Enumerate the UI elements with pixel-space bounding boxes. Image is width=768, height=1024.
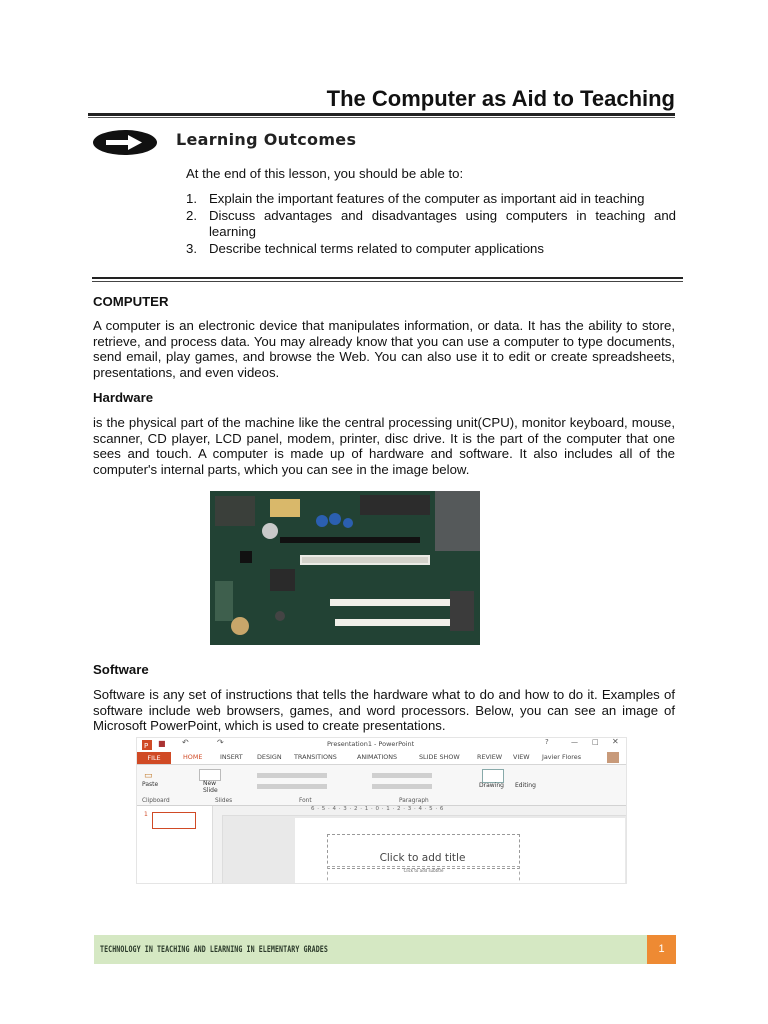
group-slides: Slides (215, 798, 233, 804)
list-number: 2. (186, 208, 197, 223)
motherboard-image (210, 491, 480, 645)
vertical-ruler (213, 815, 223, 883)
new-slide-label: New Slide (203, 780, 218, 794)
svg-text:P: P (144, 742, 149, 750)
list-number: 1. (186, 191, 197, 206)
group-paragraph: Paragraph (399, 798, 429, 804)
list-item (186, 191, 676, 207)
help-icon[interactable]: ? (545, 738, 549, 746)
horizontal-ruler: 6 · 5 · 4 · 3 · 2 · 1 · 0 · 1 · 2 · 3 · 4 · 5 · 6 (213, 806, 626, 816)
group-clipboard: Clipboard (142, 798, 170, 804)
software-heading: Software (93, 662, 149, 677)
tab-design[interactable]: DESIGN (257, 753, 282, 761)
title-rule (88, 113, 675, 116)
section-rule (92, 277, 683, 279)
paste-label: Paste (142, 781, 159, 788)
avatar (607, 752, 619, 763)
learning-outcomes-heading: Learning Outcomes (176, 130, 357, 149)
editing-label: Editing (515, 782, 536, 789)
redo-icon[interactable]: ↷ (217, 738, 224, 747)
list-item (186, 208, 676, 240)
hardware-paragraph: is the physical part of the machine like the central processing unit(CPU), monitor keyboard, mouse, scanner, CD player, LCD panel, modem, printer, disc drive. It is the part of the computer that one sees and touch. A computer is made up of hardware and software. It also includes all of the computer's internal parts, which you can see in the image below. (93, 415, 675, 477)
ppt-window-title: Presentation1 - PowerPoint (327, 740, 415, 748)
computer-paragraph: A computer is an electronic device that manipulates information, or data. It has the ability to store, retrieve, and process data. You may already know that you can use a computer to type documents, send email, play games, and browse the Web. You can also use it to edit or create spreadsheets, presentations, and even videos. (93, 318, 675, 380)
drawing-icon[interactable] (482, 769, 504, 783)
tab-view[interactable]: VIEW (513, 753, 530, 761)
list-text: Discuss advantages and disadvantages using computers in teaching and learning (209, 208, 676, 239)
title-rule-thin (88, 117, 675, 118)
tab-transitions[interactable]: TRANSITIONS (294, 753, 337, 761)
tab-home[interactable]: HOME (183, 753, 203, 761)
paste-icon[interactable]: ▭ (144, 771, 153, 781)
list-item (186, 241, 676, 257)
hardware-heading: Hardware (93, 390, 154, 405)
tab-review[interactable]: REVIEW (477, 753, 503, 761)
slide-thumbnail-pane (137, 806, 213, 883)
user-name[interactable]: Javier Flores (542, 753, 582, 761)
slide-number: 1 (144, 811, 148, 818)
list-text: Explain the important features of the computer as important aid in teaching (209, 191, 645, 206)
drawing-label: Drawing (479, 782, 504, 789)
outcomes-list (186, 191, 676, 258)
ppt-ribbon (137, 765, 626, 806)
outcomes-intro: At the end of this lesson, you should be able to: (186, 166, 464, 181)
computer-heading: COMPUTER (93, 294, 169, 309)
powerpoint-logo-icon (142, 740, 152, 750)
maximize-icon[interactable]: □ (592, 738, 599, 746)
slide-thumbnail[interactable] (152, 812, 196, 829)
group-font: Font (299, 798, 312, 804)
software-paragraph: Software is any set of instructions that tells the hardware what to do and how to do it. Examples of software include web browsers, games, and word processors. Below, you can see an image of Microsoft PowerPoint, which is used to create presentations. (93, 687, 675, 734)
tab-slide-show[interactable]: SLIDE SHOW (419, 753, 460, 761)
arrow-icon (92, 129, 158, 156)
save-icon[interactable]: ■ (158, 739, 166, 748)
section-rule-thin (92, 281, 683, 282)
powerpoint-screenshot (136, 737, 627, 884)
list-number: 3. (186, 241, 197, 256)
title-placeholder[interactable]: Click to add title (379, 852, 466, 864)
page-number: 1 (647, 935, 676, 964)
subtitle-placeholder-box[interactable] (327, 866, 520, 884)
subtitle-placeholder: Click to add subtitle (403, 868, 444, 873)
undo-icon[interactable]: ↶ (182, 738, 189, 747)
tab-animations[interactable]: ANIMATIONS (357, 753, 398, 761)
ppt-titlebar (137, 738, 626, 752)
ppt-tab-bar (137, 752, 626, 765)
close-icon[interactable]: ✕ (612, 737, 619, 746)
tab-file[interactable]: FILE (137, 752, 171, 764)
list-text: Describe technical terms related to computer applications (209, 241, 544, 256)
tab-insert[interactable]: INSERT (220, 753, 243, 761)
page-title: The Computer as Aid to Teaching (326, 86, 675, 111)
minimize-icon[interactable]: — (571, 738, 578, 746)
footer-text: TECHNOLOGY IN TEACHING AND LEARNING IN ELEMENTARY GRADES (100, 945, 328, 955)
